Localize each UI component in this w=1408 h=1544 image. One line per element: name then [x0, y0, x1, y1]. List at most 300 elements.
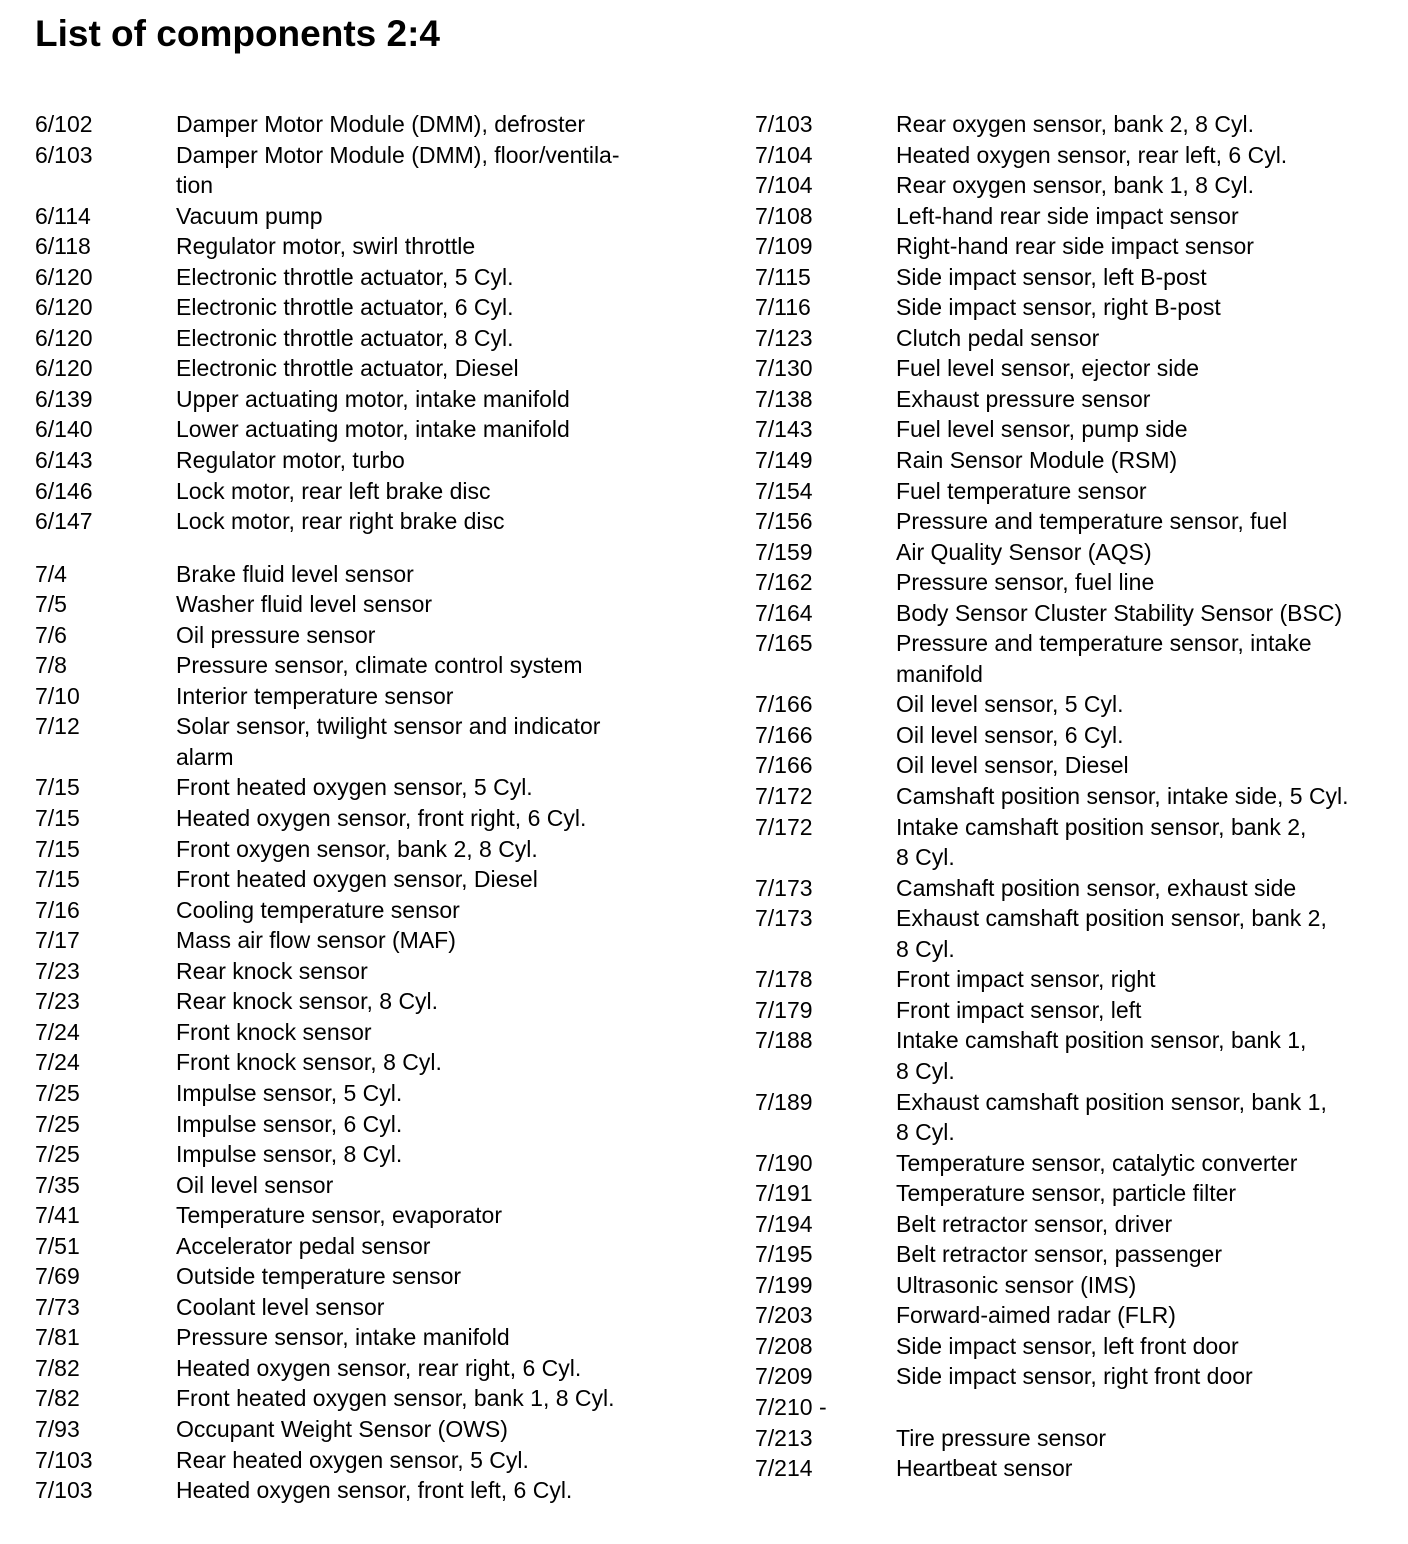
- component-code: 7/166: [755, 721, 813, 748]
- component-code: 7/178: [755, 966, 813, 993]
- description-line: Rear knock sensor, 8 Cyl.: [176, 988, 439, 1015]
- description-line: Exhaust camshaft position sensor, bank 1,: [896, 1088, 1327, 1115]
- description-line: Pressure sensor, climate control system: [176, 652, 583, 679]
- description-line: Impulse sensor, 5 Cyl.: [176, 1079, 403, 1106]
- description-line: Oil level sensor, 6 Cyl.: [896, 721, 1124, 748]
- component-description: [176, 323, 695, 354]
- component-description: [176, 109, 695, 140]
- component-description: [176, 445, 695, 476]
- component-row: [35, 1475, 695, 1506]
- component-row: [755, 1087, 1405, 1148]
- component-row: [755, 1239, 1405, 1270]
- component-code: 7/195: [755, 1241, 813, 1268]
- component-code: 7/15: [35, 805, 80, 832]
- description-line: Temperature sensor, particle filter: [896, 1180, 1237, 1207]
- component-row: [35, 1139, 695, 1170]
- description-line: Exhaust camshaft position sensor, bank 2,: [896, 905, 1327, 932]
- description-line: Heated oxygen sensor, rear left, 6 Cyl.: [896, 141, 1288, 168]
- component-description: [896, 476, 1405, 507]
- component-description: [176, 1017, 695, 1048]
- description-line: Front impact sensor, left: [896, 996, 1142, 1023]
- page-title: List of components 2:4: [35, 13, 440, 54]
- description-line: Lock motor, rear left brake disc: [176, 477, 491, 504]
- component-row: [35, 1170, 695, 1201]
- component-code: 7/166: [755, 691, 813, 718]
- component-row: [35, 1353, 695, 1384]
- component-code: 7/210 -: [755, 1393, 827, 1420]
- description-line: Front heated oxygen sensor, Diesel: [176, 866, 538, 893]
- component-row: [755, 720, 1405, 751]
- component-description: [176, 1200, 695, 1231]
- description-line: Coolant level sensor: [176, 1293, 385, 1320]
- component-code: 7/173: [755, 905, 813, 932]
- description-line: Side impact sensor, left front door: [896, 1332, 1239, 1359]
- component-description: [896, 1087, 1405, 1148]
- component-code: 7/164: [755, 599, 813, 626]
- component-row: [755, 964, 1405, 995]
- component-description: [176, 1231, 695, 1262]
- description-line: Lock motor, rear right brake disc: [176, 508, 505, 535]
- description-line: Belt retractor sensor, passenger: [896, 1241, 1222, 1268]
- description-line: Camshaft position sensor, intake side, 5 Cyl.: [896, 783, 1349, 810]
- description-line: Solar sensor, twilight sensor and indicator: [176, 713, 601, 740]
- component-description: [176, 140, 695, 201]
- component-code: 6/103: [35, 141, 93, 168]
- component-row: [755, 140, 1405, 171]
- component-row: [755, 1300, 1405, 1331]
- component-code: 7/123: [755, 324, 813, 351]
- description-line: Air Quality Sensor (AQS): [896, 538, 1152, 565]
- component-row: [755, 1361, 1405, 1392]
- component-description: [896, 231, 1405, 262]
- description-line: Impulse sensor, 8 Cyl.: [176, 1141, 403, 1168]
- component-row: [35, 589, 695, 620]
- description-line: Front heated oxygen sensor, bank 1, 8 Cyl.: [176, 1385, 615, 1412]
- description-line: Side impact sensor, right front door: [896, 1363, 1253, 1390]
- component-code: 7/41: [35, 1202, 80, 1229]
- component-code: 7/17: [35, 927, 80, 954]
- component-row: [35, 864, 695, 895]
- component-code: 7/116: [755, 294, 811, 321]
- component-code: 6/120: [35, 294, 93, 321]
- description-line: Electronic throttle actuator, Diesel: [176, 355, 519, 382]
- component-description: [176, 956, 695, 987]
- component-code: 7/138: [755, 385, 813, 412]
- description-line: Rear oxygen sensor, bank 2, 8 Cyl.: [896, 111, 1254, 137]
- component-description: [896, 1423, 1405, 1454]
- description-line: Damper Motor Module (DMM), floor/ventila-: [176, 141, 620, 168]
- component-description: [896, 292, 1405, 323]
- component-row: [35, 711, 695, 772]
- component-code: 6/120: [35, 324, 93, 351]
- right-column: [755, 109, 1405, 1484]
- description-line: Oil level sensor, 5 Cyl.: [896, 691, 1124, 718]
- component-description: [176, 1475, 695, 1506]
- component-code: 6/120: [35, 263, 93, 290]
- component-code: 7/12: [35, 713, 80, 740]
- component-code: 7/208: [755, 1332, 813, 1359]
- component-description: [176, 1170, 695, 1201]
- component-row: [35, 1261, 695, 1292]
- component-code: 7/189: [755, 1088, 813, 1115]
- description-line: Outside temperature sensor: [176, 1263, 462, 1290]
- component-row: [35, 650, 695, 681]
- component-description: [176, 384, 695, 415]
- description-line: [896, 1392, 1405, 1423]
- description-line: Occupant Weight Sensor (OWS): [176, 1415, 508, 1442]
- component-code: 7/166: [755, 752, 813, 779]
- component-code: 7/15: [35, 866, 80, 893]
- component-row: [755, 353, 1405, 384]
- component-row: [35, 1078, 695, 1109]
- description-line: Heated oxygen sensor, front right, 6 Cyl.: [176, 805, 587, 832]
- description-line: Rear knock sensor: [176, 957, 368, 984]
- component-description: [896, 689, 1405, 720]
- component-description: [176, 292, 695, 323]
- description-line: Rear heated oxygen sensor, 5 Cyl.: [176, 1446, 529, 1473]
- component-code: 7/81: [35, 1324, 80, 1351]
- component-code: 7/162: [755, 569, 813, 596]
- component-code: 7/69: [35, 1263, 80, 1290]
- component-row: [35, 323, 695, 354]
- component-code: 7/23: [35, 957, 80, 984]
- component-description: [176, 476, 695, 507]
- component-code: 7/172: [755, 783, 813, 810]
- component-row: [755, 812, 1405, 873]
- component-description: [176, 589, 695, 620]
- component-description: [896, 506, 1405, 537]
- description-line: Side impact sensor, left B-post: [896, 263, 1207, 290]
- component-code: 7/6: [35, 621, 67, 648]
- component-description: [176, 986, 695, 1017]
- description-line: Front heated oxygen sensor, 5 Cyl.: [176, 774, 533, 801]
- component-description: [176, 925, 695, 956]
- description-line: 8 Cyl.: [896, 844, 955, 871]
- component-code: 7/154: [755, 477, 813, 504]
- description-line: Intake camshaft position sensor, bank 2,: [896, 813, 1307, 840]
- component-row: [755, 170, 1405, 201]
- component-code: 7/190: [755, 1149, 813, 1176]
- component-row: [755, 750, 1405, 781]
- component-row: [755, 231, 1405, 262]
- component-row: [755, 1178, 1405, 1209]
- description-line: Temperature sensor, catalytic converter: [896, 1149, 1298, 1176]
- description-line: Front impact sensor, right: [896, 966, 1156, 993]
- component-row: [35, 201, 695, 232]
- description-line: 8 Cyl.: [896, 1057, 955, 1084]
- component-code: 7/82: [35, 1385, 80, 1412]
- component-description: [176, 1292, 695, 1323]
- component-description: [176, 1445, 695, 1476]
- component-description: [896, 1270, 1405, 1301]
- component-code: 6/146: [35, 477, 93, 504]
- component-code: 7/130: [755, 355, 813, 382]
- component-row: [755, 109, 1405, 140]
- component-row: [755, 689, 1405, 720]
- component-code: 7/115: [755, 263, 811, 290]
- description-line: Oil level sensor: [176, 1171, 334, 1198]
- description-line: Mass air flow sensor (MAF): [176, 927, 456, 954]
- component-row: [755, 414, 1405, 445]
- component-description: [896, 1453, 1405, 1484]
- component-row: [35, 445, 695, 476]
- component-description: [176, 353, 695, 384]
- component-row: [35, 834, 695, 865]
- component-row: [755, 781, 1405, 812]
- component-code: 7/188: [755, 1027, 813, 1054]
- component-code: 7/51: [35, 1232, 80, 1259]
- component-code: 7/109: [755, 233, 813, 260]
- component-code: 7/104: [755, 172, 813, 199]
- component-description: [896, 1209, 1405, 1240]
- component-description: [896, 323, 1405, 354]
- component-description: [896, 1331, 1405, 1362]
- description-line: Electronic throttle actuator, 5 Cyl.: [176, 263, 514, 290]
- component-description: [896, 170, 1405, 201]
- component-description: [896, 445, 1405, 476]
- description-line: Vacuum pump: [176, 202, 323, 229]
- description-line: Regulator motor, swirl throttle: [176, 233, 476, 260]
- component-description: [176, 681, 695, 712]
- component-code: 7/15: [35, 774, 80, 801]
- component-code: 7/165: [755, 630, 813, 657]
- component-description: [176, 1078, 695, 1109]
- component-row: [35, 1322, 695, 1353]
- component-description: [896, 1361, 1405, 1392]
- description-line: Heated oxygen sensor, rear right, 6 Cyl.: [176, 1354, 582, 1381]
- component-row: [35, 1383, 695, 1414]
- component-code: 7/25: [35, 1141, 80, 1168]
- component-description: [896, 812, 1405, 873]
- component-code: 7/103: [755, 111, 813, 137]
- component-code: 7/191: [755, 1180, 813, 1207]
- component-row: [755, 323, 1405, 354]
- component-description: [176, 1414, 695, 1445]
- component-code: 6/147: [35, 508, 93, 535]
- description-line: Lower actuating motor, intake manifold: [176, 416, 570, 443]
- component-code: 6/139: [35, 385, 93, 412]
- component-row: [755, 506, 1405, 537]
- component-row: [35, 1292, 695, 1323]
- component-row: [35, 986, 695, 1017]
- description-line: Rear oxygen sensor, bank 1, 8 Cyl.: [896, 172, 1254, 199]
- section-gap: [35, 537, 695, 559]
- component-description: [176, 201, 695, 232]
- component-row: [755, 1148, 1405, 1179]
- description-line: Electronic throttle actuator, 6 Cyl.: [176, 294, 514, 321]
- description-line: manifold: [896, 660, 983, 687]
- component-description: [896, 414, 1405, 445]
- component-row: [755, 903, 1405, 964]
- description-line: Left-hand rear side impact sensor: [896, 202, 1239, 229]
- component-description: [896, 537, 1405, 568]
- description-line: Tire pressure sensor: [896, 1424, 1107, 1451]
- component-code: 7/172: [755, 813, 813, 840]
- component-row: [755, 537, 1405, 568]
- description-line: Damper Motor Module (DMM), defroster: [176, 111, 585, 137]
- component-code: 7/23: [35, 988, 80, 1015]
- component-description: [176, 834, 695, 865]
- component-code: 7/159: [755, 538, 813, 565]
- component-row: [755, 201, 1405, 232]
- component-description: [176, 231, 695, 262]
- component-row: [35, 353, 695, 384]
- component-description: [176, 1109, 695, 1140]
- component-description: [896, 598, 1405, 629]
- description-line: Oil level sensor, Diesel: [896, 752, 1129, 779]
- component-description: [176, 803, 695, 834]
- component-row: [755, 598, 1405, 629]
- component-description: [896, 567, 1405, 598]
- component-row: [755, 1392, 1405, 1423]
- component-code: 7/203: [755, 1302, 813, 1329]
- component-row: [35, 620, 695, 651]
- description-line: 8 Cyl.: [896, 935, 955, 962]
- component-row: [755, 262, 1405, 293]
- component-row: [35, 1017, 695, 1048]
- component-row: [755, 995, 1405, 1026]
- description-line: Oil pressure sensor: [176, 621, 376, 648]
- component-row: [35, 384, 695, 415]
- component-row: [35, 559, 695, 590]
- component-description: [896, 1025, 1405, 1086]
- component-code: 7/5: [35, 591, 67, 618]
- component-description: [176, 559, 695, 590]
- component-row: [35, 925, 695, 956]
- description-line: Fuel temperature sensor: [896, 477, 1147, 504]
- component-row: [755, 476, 1405, 507]
- description-line: Exhaust pressure sensor: [896, 385, 1151, 412]
- component-code: 7/25: [35, 1110, 80, 1137]
- description-line: Pressure sensor, fuel line: [896, 569, 1155, 596]
- description-line: Right-hand rear side impact sensor: [896, 233, 1254, 260]
- component-description: [176, 1139, 695, 1170]
- component-row: [755, 873, 1405, 904]
- component-row: [755, 1453, 1405, 1484]
- component-row: [755, 445, 1405, 476]
- description-line: alarm: [176, 743, 234, 770]
- component-code: 7/82: [35, 1354, 80, 1381]
- description-line: Impulse sensor, 6 Cyl.: [176, 1110, 403, 1137]
- component-row: [755, 1270, 1405, 1301]
- component-row: [755, 1331, 1405, 1362]
- component-row: [755, 292, 1405, 323]
- component-row: [35, 772, 695, 803]
- component-row: [35, 414, 695, 445]
- description-line: Temperature sensor, evaporator: [176, 1202, 503, 1229]
- description-line: Intake camshaft position sensor, bank 1,: [896, 1027, 1307, 1054]
- component-row: [755, 1209, 1405, 1240]
- description-line: tion: [176, 172, 214, 199]
- description-line: Pressure and temperature sensor, fuel: [896, 508, 1288, 535]
- component-code: 7/103: [35, 1446, 93, 1473]
- component-row: [35, 292, 695, 323]
- component-description: [176, 1353, 695, 1384]
- component-description: [176, 650, 695, 681]
- component-code: 6/102: [35, 111, 93, 137]
- component-code: 7/214: [755, 1455, 813, 1482]
- component-description: [176, 414, 695, 445]
- component-code: 7/194: [755, 1210, 813, 1237]
- description-line: Front knock sensor: [176, 1018, 372, 1045]
- component-description: [896, 384, 1405, 415]
- component-description: [176, 1047, 695, 1078]
- component-code: 7/156: [755, 508, 813, 535]
- component-description: [896, 1178, 1405, 1209]
- component-code: 7/24: [35, 1018, 80, 1045]
- component-description: [896, 1239, 1405, 1270]
- component-description: [896, 262, 1405, 293]
- component-description: [896, 1300, 1405, 1331]
- component-description: [176, 506, 695, 537]
- component-row: [35, 895, 695, 926]
- component-code: 7/24: [35, 1049, 80, 1076]
- component-row: [35, 140, 695, 201]
- component-row: [35, 1414, 695, 1445]
- component-code: 6/143: [35, 447, 93, 474]
- component-code: 7/4: [35, 560, 67, 587]
- component-code: 7/93: [35, 1415, 80, 1442]
- component-code: 7/104: [755, 141, 813, 168]
- component-description: [176, 1383, 695, 1414]
- left-column: [35, 109, 695, 1506]
- component-row: [755, 567, 1405, 598]
- component-code: 7/25: [35, 1079, 80, 1106]
- component-code: 6/120: [35, 355, 93, 382]
- component-description: [896, 140, 1405, 171]
- component-row: [755, 1025, 1405, 1086]
- description-line: Front oxygen sensor, bank 2, 8 Cyl.: [176, 835, 538, 862]
- component-row: [35, 109, 695, 140]
- component-code: 6/140: [35, 416, 93, 443]
- component-code: 7/173: [755, 874, 813, 901]
- component-description: [896, 750, 1405, 781]
- component-description: [896, 720, 1405, 751]
- component-row: [35, 1109, 695, 1140]
- component-description: [176, 895, 695, 926]
- description-line: Heated oxygen sensor, front left, 6 Cyl.: [176, 1477, 573, 1504]
- description-line: Heartbeat sensor: [896, 1455, 1073, 1482]
- component-description: [896, 1148, 1405, 1179]
- component-code: 7/103: [35, 1477, 93, 1504]
- component-description: [896, 873, 1405, 904]
- component-row: [35, 681, 695, 712]
- component-code: 7/73: [35, 1293, 80, 1320]
- component-code: 7/179: [755, 996, 813, 1023]
- component-row: [35, 1231, 695, 1262]
- description-line: Brake fluid level sensor: [176, 560, 414, 587]
- component-code: 7/209: [755, 1363, 813, 1390]
- component-code: 7/15: [35, 835, 80, 862]
- component-description: [896, 353, 1405, 384]
- component-description: [896, 995, 1405, 1026]
- description-line: Electronic throttle actuator, 8 Cyl.: [176, 324, 514, 351]
- component-description: [176, 262, 695, 293]
- component-description: [896, 1392, 1405, 1423]
- component-code: 6/114: [35, 202, 91, 229]
- component-description: [176, 1322, 695, 1353]
- component-code: 7/199: [755, 1271, 813, 1298]
- component-description: [896, 964, 1405, 995]
- component-code: 7/149: [755, 447, 813, 474]
- description-line: Washer fluid level sensor: [176, 591, 433, 618]
- component-code: 7/35: [35, 1171, 80, 1198]
- description-line: Pressure sensor, intake manifold: [176, 1324, 510, 1351]
- component-description: [896, 781, 1405, 812]
- description-line: Upper actuating motor, intake manifold: [176, 385, 570, 412]
- description-line: Pressure and temperature sensor, intake: [896, 630, 1312, 657]
- description-line: Ultrasonic sensor (IMS): [896, 1271, 1137, 1298]
